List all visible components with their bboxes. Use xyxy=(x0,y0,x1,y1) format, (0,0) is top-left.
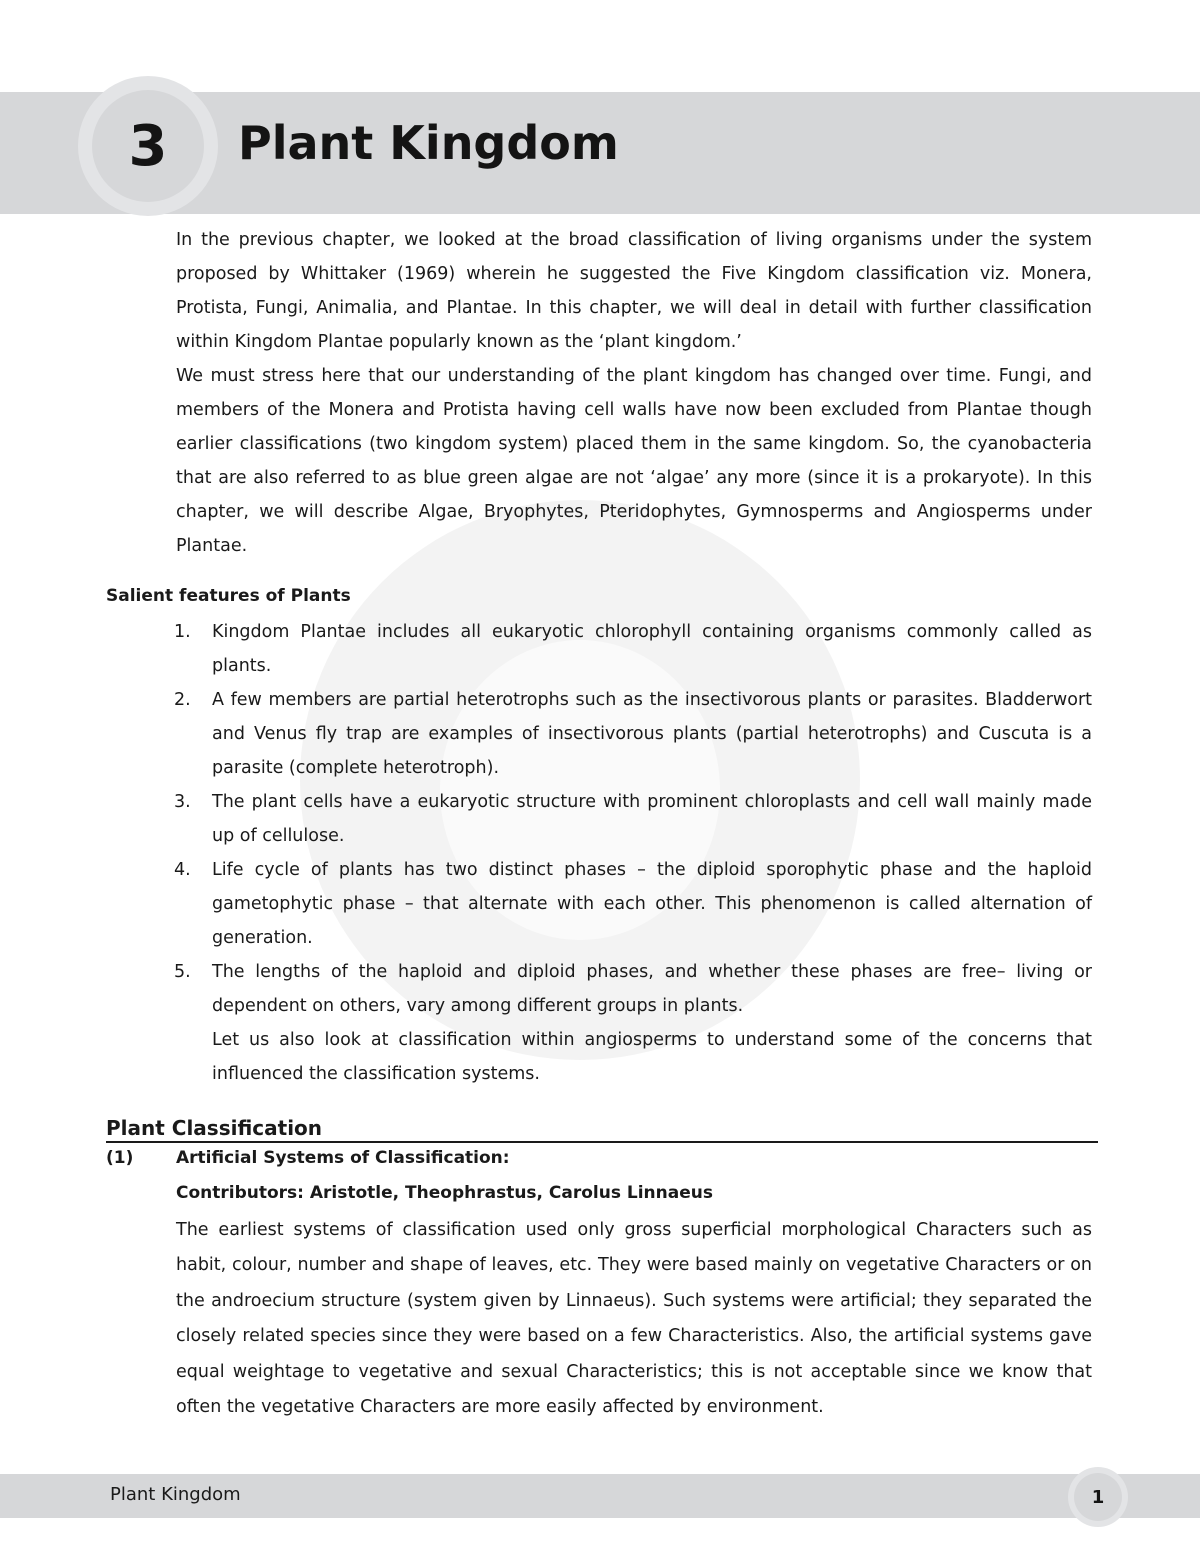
plant-classification-heading: Plant Classification xyxy=(106,1116,1098,1143)
system-number: (1) xyxy=(106,1148,134,1168)
list-item-text: Life cycle of plants has two distinct phases – the diploid sporophytic phase and the haploid gametophytic phase – that alternate with each other. This phenomenon is called alternation of generation. xyxy=(212,860,1092,948)
system-title: Artificial Systems of Classification: xyxy=(176,1148,510,1168)
footer-label: Plant Kingdom xyxy=(110,1484,241,1505)
list-item-text: A few members are partial heterotrophs such as the insectivorous plants or parasites. Bladderwort and Venus fly trap are examples of insectivorous plants (partial heterotrophs) and Cuscuta is a parasite (complete heterotroph). xyxy=(212,690,1092,778)
list-item-text: The plant cells have a eukaryotic structure with prominent chloroplasts and cell wall mainly made up of cellulose. xyxy=(212,792,1092,846)
contributors-line: Contributors: Aristotle, Theophrastus, Carolus Linnaeus xyxy=(176,1183,713,1203)
list-item-text: The lengths of the haploid and diploid phases, and whether these phases are free– living or dependent on others, vary among different groups in plants. xyxy=(212,962,1092,1016)
list-item-number: 5. xyxy=(174,962,191,982)
page-number-badge xyxy=(1074,1473,1122,1521)
artificial-systems-paragraph: The earliest systems of classification used only gross superficial morphological Characters such as habit, colour, number and shape of leaves, etc. They were based mainly on vegetative Characters or on the androecium structure (system given by Linnaeus). Such systems were artificial; they separated the closely related species since they were based on a few Characteristics. Also, the artificial systems gave equal weightage to vegetative and sexual Characteristics; this is not acceptable since we know that often the vegetative Characters are more easily affected by environment. xyxy=(176,1220,1092,1418)
list-item-number: 2. xyxy=(174,690,191,710)
closing-note-text: Let us also look at classification within angiosperms to understand some of the concerns that influenced the classification systems. xyxy=(212,1030,1092,1084)
intro-paragraph-2: We must stress here that our understanding of the plant kingdom has changed over time. Fungi, and members of the Monera and Protista having cell walls have now been excluded from Plantae though earlier classifications (two kingdom system) placed them in the same kingdom. So, the cyanobacteria that are also referred to as blue green algae are not ‘algae’ any more (since it is a prokaryote). In this chapter, we will describe Algae, Bryophytes, Pteridophytes, Gymnosperms and Angiosperms under Plantae. xyxy=(176,366,1092,556)
intro-paragraph-1: In the previous chapter, we looked at the broad classification of living organisms under the system proposed by Whittaker (1969) wherein he suggested the Five Kingdom classification viz. Monera, Protista, Fungi, Animalia, and Plantae. In this chapter, we will deal in detail with further classification within Kingdom Plantae popularly known as the ‘plant kingdom.’ xyxy=(176,230,1092,352)
page-number: 1 xyxy=(1091,1486,1105,1508)
list-item-number: 1. xyxy=(174,622,191,642)
list-item-number: 4. xyxy=(174,860,191,880)
list-item-text: Kingdom Plantae includes all eukaryotic chlorophyll containing organisms commonly called as plants. xyxy=(212,622,1092,676)
chapter-number: 3 xyxy=(128,113,168,179)
list-item-number: 3. xyxy=(174,792,191,812)
chapter-number-badge xyxy=(92,90,204,202)
salient-features-heading: Salient features of Plants xyxy=(106,586,351,606)
chapter-title: Plant Kingdom xyxy=(238,116,619,170)
